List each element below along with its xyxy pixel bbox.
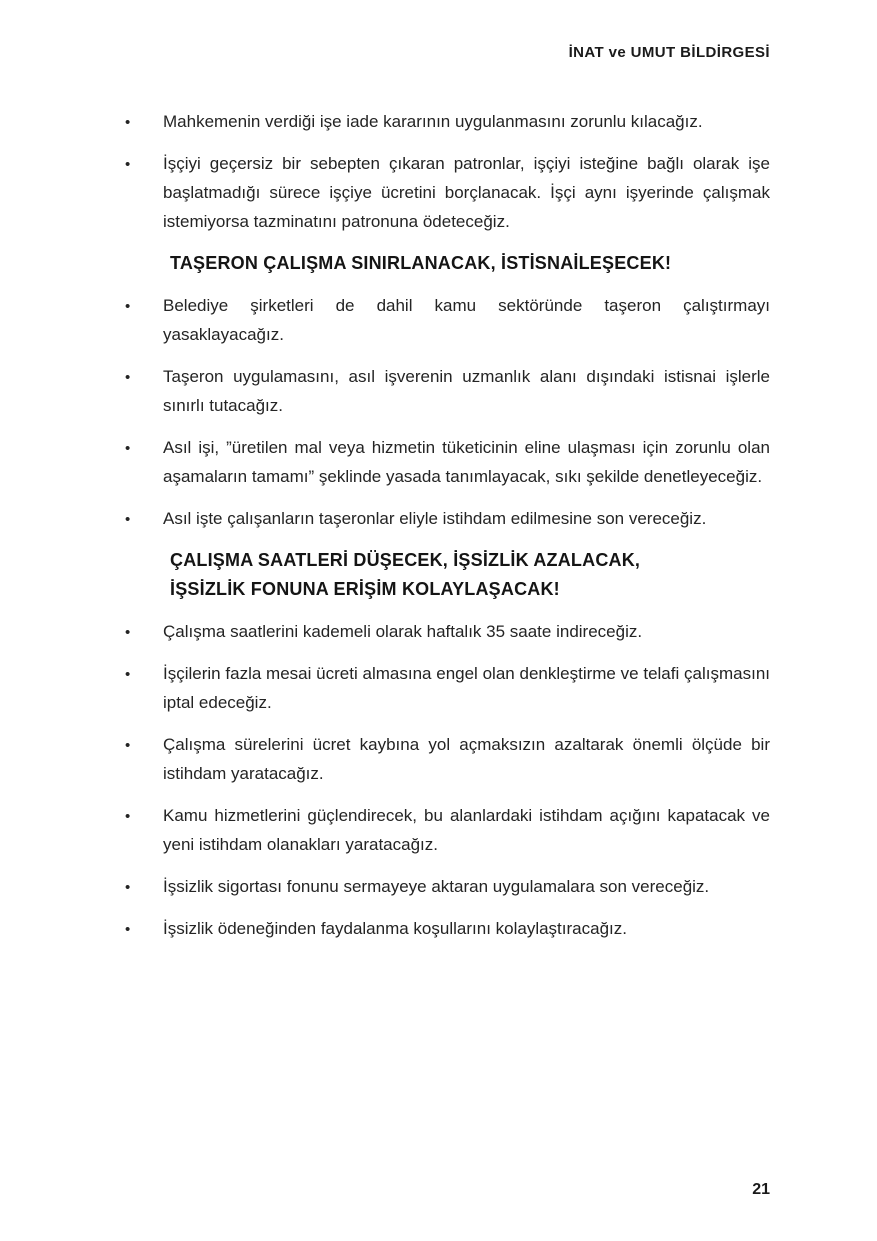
list-item xyxy=(120,730,770,788)
list-item xyxy=(120,801,770,859)
page-number: 21 xyxy=(752,1181,770,1198)
bullet-icon: • xyxy=(125,921,131,938)
list-item-text: Kamu hizmetlerini güçlendirecek, bu alanlardaki istihdam açığını kapatacak ve yeni istihdam olanakları yaratacağız. xyxy=(163,806,770,854)
document-title: İNAT ve UMUT BİLDİRGESİ xyxy=(568,44,770,61)
bullet-list-1 xyxy=(120,107,770,236)
bullet-list-2 xyxy=(120,291,770,533)
page-footer xyxy=(752,1181,770,1199)
bullet-icon: • xyxy=(125,156,131,173)
list-item-text: Çalışma saatlerini kademeli olarak haftalık 35 saate indireceğiz. xyxy=(163,622,643,641)
list-item-text: Belediye şirketleri de dahil kamu sektöründe taşeron çalıştırmayı yasaklayacağız. xyxy=(163,296,770,344)
list-item xyxy=(120,107,770,136)
bullet-icon: • xyxy=(125,369,131,386)
bullet-list-3 xyxy=(120,617,770,943)
list-item xyxy=(120,362,770,420)
page-header xyxy=(120,44,770,61)
section-heading-line: İŞSİZLİK FONUNA ERİŞİM KOLAYLAŞACAK! xyxy=(170,579,560,599)
page-content xyxy=(120,107,770,943)
bullet-icon: • xyxy=(125,298,131,315)
list-item xyxy=(120,149,770,236)
list-item xyxy=(120,659,770,717)
list-item xyxy=(120,617,770,646)
bullet-icon: • xyxy=(125,808,131,825)
list-item xyxy=(120,433,770,491)
section-heading-taseron xyxy=(170,249,770,278)
list-item-text: Taşeron uygulamasını, asıl işverenin uzmanlık alanı dışındaki istisnai işlerle sınırlı tutacağız. xyxy=(163,367,770,415)
bullet-icon: • xyxy=(125,666,131,683)
bullet-icon: • xyxy=(125,624,131,641)
section-heading-calisma-saatleri xyxy=(170,546,770,604)
section-heading-line: ÇALIŞMA SAATLERİ DÜŞECEK, İŞSİZLİK AZALACAK, xyxy=(170,550,641,570)
list-item xyxy=(120,872,770,901)
list-item-text: Asıl işte çalışanların taşeronlar eliyle istihdam edilmesine son vereceğiz. xyxy=(163,509,707,528)
section-heading-line: TAŞERON ÇALIŞMA SINIRLANACAK, İSTİSNAİLEŞECEK! xyxy=(170,253,672,273)
list-item xyxy=(120,504,770,533)
bullet-icon: • xyxy=(125,440,131,457)
bullet-icon: • xyxy=(125,737,131,754)
list-item-text: Asıl işi, ”üretilen mal veya hizmetin tüketicinin eline ulaşması için zorunlu olan aşamaların tamamı” şeklinde yasada tanımlayacak, sıkı şekilde denetleyeceğiz. xyxy=(163,438,770,486)
bullet-icon: • xyxy=(125,511,131,528)
list-item-text: Mahkemenin verdiği işe iade kararının uygulanmasını zorunlu kılacağız. xyxy=(163,112,703,131)
list-item-text: İşçilerin fazla mesai ücreti almasına engel olan denkleştirme ve telafi çalışmasını iptal edeceğiz. xyxy=(163,664,770,712)
list-item-text: Çalışma sürelerini ücret kaybına yol açmaksızın azaltarak önemli ölçüde bir istihdam yaratacağız. xyxy=(163,735,770,783)
bullet-icon: • xyxy=(125,879,131,896)
list-item xyxy=(120,914,770,943)
bullet-icon: • xyxy=(125,114,131,131)
list-item-text: İşsizlik ödeneğinden faydalanma koşullarını kolaylaştıracağız. xyxy=(163,919,627,938)
list-item-text: İşsizlik sigortası fonunu sermayeye aktaran uygulamalara son vereceğiz. xyxy=(163,877,710,896)
list-item xyxy=(120,291,770,349)
list-item-text: İşçiyi geçersiz bir sebepten çıkaran patronlar, işçiyi isteğine bağlı olarak işe başlatmadığı sürece işçiye ücretini borçlanacak. İşçi aynı işyerinde çalışmak istemiyorsa tazminatını patronuna ödeteceğiz. xyxy=(163,154,770,231)
